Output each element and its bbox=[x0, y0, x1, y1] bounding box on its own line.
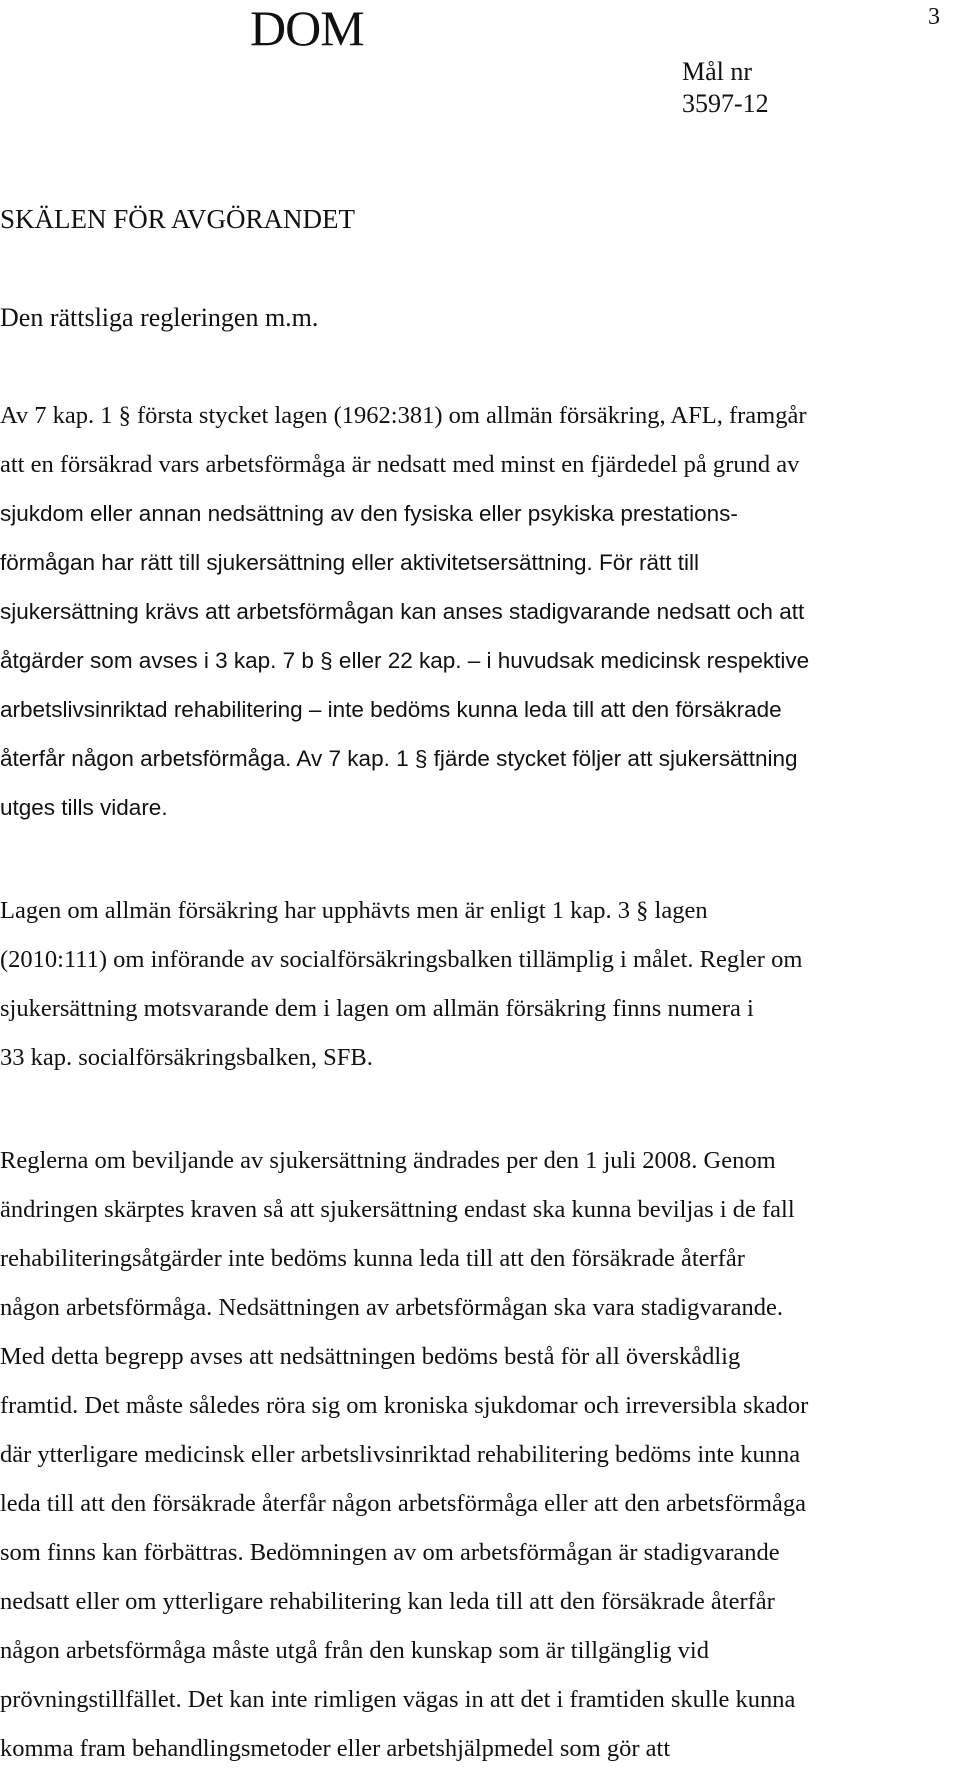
case-label: Mål nr bbox=[682, 57, 753, 86]
paragraph-1 bbox=[0, 391, 935, 832]
paragraph-line: någon arbetsförmåga. Nedsättningen av arbetsförmågan ska vara stadigvarande. bbox=[0, 1294, 784, 1321]
case-number-block bbox=[682, 56, 769, 120]
paragraph-3 bbox=[0, 1136, 935, 1773]
paragraph-line: leda till att den försäkrade återfår någon arbetsförmåga eller att den arbetsförmåga bbox=[0, 1490, 807, 1517]
case-number: 3597-12 bbox=[682, 89, 769, 118]
paragraph-line: 33 kap. socialförsäkringsbalken, SFB. bbox=[0, 1044, 373, 1071]
paragraph-line: Av 7 kap. 1 § första stycket lagen (1962:381) om allmän försäkring, AFL, framgår bbox=[0, 402, 807, 429]
page-number: 3 bbox=[928, 4, 940, 30]
paragraph-line: någon arbetsförmåga måste utgå från den kunskap som är tillgänglig vid bbox=[0, 1637, 709, 1664]
paragraph-line: komma fram behandlingsmetoder eller arbetshjälpmedel som gör att bbox=[0, 1735, 671, 1762]
paragraph-line: sjukersättning motsvarande dem i lagen om allmän försäkring finns numera i bbox=[0, 995, 754, 1022]
paragraph-line: sjukersättning krävs att arbetsförmågan kan anses stadigvarande nedsatt och att bbox=[0, 599, 805, 624]
paragraph-line: förmågan har rätt till sjukersättning eller aktivitetsersättning. För rätt till bbox=[0, 550, 700, 575]
section-subheading: Den rättsliga regleringen m.m. bbox=[0, 303, 319, 332]
paragraph-line: nedsatt eller om ytterligare rehabilitering kan leda till att den försäkrade återfår bbox=[0, 1588, 775, 1615]
paragraph-line: Med detta begrepp avses att nedsättningen bedöms bestå för all överskådlig bbox=[0, 1343, 741, 1370]
section-heading: SKÄLEN FÖR AVGÖRANDET bbox=[0, 204, 356, 234]
paragraph-line: framtid. Det måste således röra sig om kroniska sjukdomar och irreversibla skador bbox=[0, 1392, 809, 1419]
paragraph-line: arbetslivsinriktad rehabilitering – inte bedöms kunna leda till att den försäkrade bbox=[0, 697, 782, 722]
paragraph-line: rehabiliteringsåtgärder inte bedöms kunna leda till att den försäkrade återfår bbox=[0, 1245, 745, 1272]
paragraph-2 bbox=[0, 886, 935, 1082]
paragraph-line: sjukdom eller annan nedsättning av den fysiska eller psykiska prestations- bbox=[0, 501, 738, 526]
paragraph-line: återfår någon arbetsförmåga. Av 7 kap. 1 § fjärde stycket följer att sjukersättning bbox=[0, 746, 798, 771]
paragraph-line: som finns kan förbättras. Bedömningen av om arbetsförmågan är stadigvarande bbox=[0, 1539, 780, 1566]
paragraph-line: prövningstillfället. Det kan inte rimligen vägas in att det i framtiden skulle kunna bbox=[0, 1686, 796, 1713]
paragraph-line: att en försäkrad vars arbetsförmåga är nedsatt med minst en fjärdedel på grund av bbox=[0, 451, 800, 478]
document-type: DOM bbox=[250, 0, 364, 56]
paragraph-line: (2010:111) om införande av socialförsäkringsbalken tillämplig i målet. Regler om bbox=[0, 946, 803, 973]
paragraph-line: Reglerna om beviljande av sjukersättning ändrades per den 1 juli 2008. Genom bbox=[0, 1147, 776, 1174]
paragraph-line: åtgärder som avses i 3 kap. 7 b § eller 22 kap. – i huvudsak medicinsk respektive bbox=[0, 648, 810, 673]
paragraph-line: utges tills vidare. bbox=[0, 795, 168, 820]
paragraph-line: Lagen om allmän försäkring har upphävts men är enligt 1 kap. 3 § lagen bbox=[0, 897, 708, 924]
paragraph-line: där ytterligare medicinsk eller arbetslivsinriktad rehabilitering bedöms inte kunna bbox=[0, 1441, 801, 1468]
paragraph-line: ändringen skärptes kraven så att sjukersättning endast ska kunna beviljas i de fall bbox=[0, 1196, 795, 1223]
